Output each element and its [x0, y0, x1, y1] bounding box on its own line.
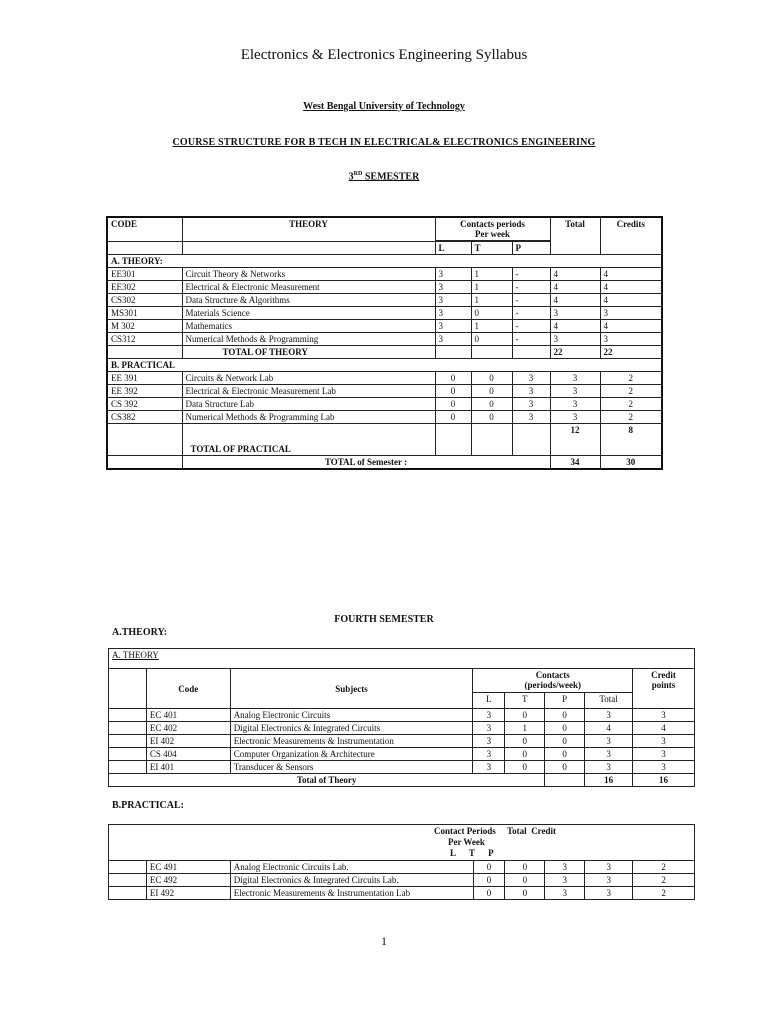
cell-p: 0: [545, 761, 585, 774]
cell-code: EE 392: [107, 385, 182, 398]
cell-credits: 4: [600, 294, 662, 307]
cell-t: 0: [471, 385, 512, 398]
cell-code: CS302: [107, 294, 182, 307]
cell-blank: [109, 861, 147, 874]
cell-code: EE302: [107, 281, 182, 294]
section-practical: B. PRACTICAL: [107, 359, 662, 372]
cell-credits: 3: [600, 307, 662, 320]
cell-l: 3: [473, 761, 505, 774]
cell-code: EI 401: [146, 761, 230, 774]
cell-t: 0: [505, 887, 545, 900]
cell-total: 4: [550, 281, 600, 294]
cell-credits: 4: [600, 268, 662, 281]
col-header-contacts: Contacts periods Per week: [435, 217, 550, 241]
cell-p: 0: [545, 748, 585, 761]
cell-code: CS382: [107, 411, 182, 424]
cell-t: 0: [505, 709, 545, 722]
cell-t: 1: [471, 268, 512, 281]
cell-blank: [109, 874, 147, 887]
section-theory: A. THEORY:: [107, 255, 662, 268]
cell-total: 4: [550, 294, 600, 307]
cell-subject: Materials Science: [182, 307, 435, 320]
cell-p: -: [512, 307, 550, 320]
cell-t: 0: [471, 372, 512, 385]
cell-credits: 3: [600, 333, 662, 346]
total-theory-total: 22: [550, 346, 600, 359]
table-row: [107, 372, 662, 385]
cell-blank: [109, 709, 147, 722]
table-row: [107, 281, 662, 294]
theory-box-label: A. THEORY: [109, 649, 695, 669]
cell-l: 0: [435, 372, 471, 385]
cell-code: M 302: [107, 320, 182, 333]
col-header-code: CODE: [107, 217, 182, 242]
cell-t: 0: [505, 874, 545, 887]
cell-blank: [109, 887, 147, 900]
fourth-practical-rows: [109, 861, 695, 900]
fourth-semester-practical-table: [108, 824, 695, 900]
cell-l: 3: [435, 294, 471, 307]
cell-l: 0: [473, 861, 505, 874]
total-of-theory-total: 16: [585, 774, 633, 787]
cell-p: 3: [545, 861, 585, 874]
table-row: [109, 761, 695, 774]
cell-total: 3: [585, 874, 633, 887]
cell-code: EI 402: [146, 735, 230, 748]
cell-credits: 4: [600, 320, 662, 333]
practical-header: Contact Periods Total Credit Per Week L T P: [109, 825, 695, 861]
cell-l: 0: [435, 411, 471, 424]
cell-credit: 3: [633, 761, 695, 774]
cell-p: 0: [545, 735, 585, 748]
col-header-credits: Credits: [600, 217, 662, 255]
cell-t: 1: [505, 722, 545, 735]
cell-t: 1: [471, 320, 512, 333]
col-header-credit: Credit points: [633, 669, 695, 709]
total-theory-label: TOTAL OF THEORY: [182, 346, 435, 359]
cell-t: 1: [471, 294, 512, 307]
cell-t: 0: [471, 398, 512, 411]
cell-total: 4: [550, 320, 600, 333]
cell-total: 3: [585, 887, 633, 900]
cell-l: 0: [473, 887, 505, 900]
col-header-code: Code: [146, 669, 230, 709]
cell-code: EC 402: [146, 722, 230, 735]
cell-p: 0: [545, 709, 585, 722]
table-row: [109, 861, 695, 874]
fourth-theory-rows: [109, 709, 695, 774]
table-row: [107, 307, 662, 320]
col-header-total: Total: [585, 693, 633, 709]
cell-blank: [109, 761, 147, 774]
cell-l: 3: [435, 307, 471, 320]
cell-credits: 2: [600, 372, 662, 385]
col-header-p: P: [512, 242, 550, 255]
cell-subject: Electrical & Electronic Measurement: [182, 281, 435, 294]
cell-l: 3: [435, 320, 471, 333]
fourth-theory-label: A.THEORY:: [112, 627, 168, 638]
cell-subject: Numerical Methods & Programming: [182, 333, 435, 346]
cell-p: 3: [512, 372, 550, 385]
cell-subject: Digital Electronics & Integrated Circuits: [230, 722, 473, 735]
cell-subject: Transducer & Sensors: [230, 761, 473, 774]
total-semester-credits: 30: [600, 456, 662, 470]
cell-total: 3: [550, 398, 600, 411]
cell-p: -: [512, 294, 550, 307]
cell-t: 0: [505, 761, 545, 774]
cell-t: 0: [505, 735, 545, 748]
cell-p: -: [512, 320, 550, 333]
cell-credit: 4: [633, 722, 695, 735]
university-name: West Bengal University of Technology: [303, 101, 465, 112]
total-practical-label: TOTAL OF PRACTICAL: [182, 424, 435, 456]
table-row: [109, 722, 695, 735]
cell-subject: Electrical & Electronic Measurement Lab: [182, 385, 435, 398]
cell-p: 3: [545, 887, 585, 900]
fourth-semester-heading: FOURTH SEMESTER: [334, 614, 434, 625]
col-header-t: T: [471, 242, 512, 255]
cell-subject: Data Structure Lab: [182, 398, 435, 411]
cell-total: 3: [550, 411, 600, 424]
cell-subject: Electronic Measurements & Instrumentation Lab: [230, 887, 473, 900]
cell-l: 0: [473, 874, 505, 887]
total-semester-label: TOTAL of Semester :: [182, 456, 550, 470]
cell-p: 3: [545, 874, 585, 887]
cell-l: 3: [435, 333, 471, 346]
page-number: 1: [381, 934, 387, 948]
third-semester-practical-rows: [107, 372, 662, 424]
cell-p: 3: [512, 385, 550, 398]
cell-code: EI 492: [146, 887, 230, 900]
cell-credit: 2: [633, 861, 695, 874]
cell-code: MS301: [107, 307, 182, 320]
cell-p: 3: [512, 411, 550, 424]
cell-subject: Computer Organization & Architecture: [230, 748, 473, 761]
cell-code: CS312: [107, 333, 182, 346]
cell-subject: Mathematics: [182, 320, 435, 333]
course-structure-heading: COURSE STRUCTURE FOR B TECH IN ELECTRICAL& ELECTRONICS ENGINEERING: [172, 137, 596, 148]
cell-p: 0: [545, 722, 585, 735]
fourth-semester-theory-table: [108, 648, 695, 787]
cell-subject: Analog Electronic Circuits: [230, 709, 473, 722]
table-row: [107, 398, 662, 411]
cell-total: 3: [585, 709, 633, 722]
col-header-t: T: [505, 693, 545, 709]
cell-l: 3: [473, 722, 505, 735]
cell-total: 3: [550, 333, 600, 346]
cell-p: -: [512, 281, 550, 294]
cell-credit: 3: [633, 709, 695, 722]
total-theory-credits: 22: [600, 346, 662, 359]
cell-l: 3: [473, 735, 505, 748]
cell-p: -: [512, 268, 550, 281]
cell-credits: 2: [600, 398, 662, 411]
document-title: Electronics & Electronics Engineering Syllabus: [240, 47, 528, 63]
cell-code: EC 491: [146, 861, 230, 874]
cell-credits: 4: [600, 281, 662, 294]
table-row: [109, 874, 695, 887]
cell-t: 1: [471, 281, 512, 294]
col-header-l: L: [473, 693, 505, 709]
total-of-theory-credit: 16: [633, 774, 695, 787]
cell-subject: Data Structure & Algorithms: [182, 294, 435, 307]
cell-total: 3: [585, 748, 633, 761]
cell-code: CS 404: [146, 748, 230, 761]
cell-credit: 2: [633, 874, 695, 887]
cell-credit: 2: [633, 887, 695, 900]
total-practical-total: 12: [550, 424, 600, 456]
cell-p: 3: [512, 398, 550, 411]
total-of-theory-label: Total of Theory: [109, 774, 545, 787]
col-header-p: P: [545, 693, 585, 709]
table-row: [109, 748, 695, 761]
cell-subject: Electronic Measurements & Instrumentation: [230, 735, 473, 748]
cell-l: 3: [435, 281, 471, 294]
cell-blank: [109, 722, 147, 735]
cell-total: 4: [585, 722, 633, 735]
fourth-practical-label: B.PRACTICAL:: [112, 800, 184, 811]
table-row: [107, 385, 662, 398]
cell-l: 0: [435, 398, 471, 411]
third-semester-theory-rows: [107, 268, 662, 346]
table-row: [109, 735, 695, 748]
cell-t: 0: [471, 307, 512, 320]
table-row: [107, 333, 662, 346]
cell-code: EC 401: [146, 709, 230, 722]
col-header-l: L: [435, 242, 471, 255]
cell-l: 3: [473, 748, 505, 761]
cell-subject: Analog Electronic Circuits Lab.: [230, 861, 473, 874]
col-header-contacts: Contacts (periods/week): [473, 669, 633, 693]
cell-credits: 2: [600, 411, 662, 424]
cell-subject: Circuit Theory & Networks: [182, 268, 435, 281]
cell-credit: 3: [633, 735, 695, 748]
total-practical-credits: 8: [600, 424, 662, 456]
cell-blank: [109, 748, 147, 761]
cell-t: 0: [505, 861, 545, 874]
col-header-theory: THEORY: [182, 217, 435, 242]
third-semester-table: [106, 216, 663, 470]
cell-subject: Digital Electronics & Integrated Circuits Lab.: [230, 874, 473, 887]
cell-subject: Circuits & Network Lab: [182, 372, 435, 385]
cell-total: 3: [585, 735, 633, 748]
cell-total: 4: [550, 268, 600, 281]
third-semester-heading: 3RD SEMESTER: [348, 171, 420, 183]
cell-blank: [109, 735, 147, 748]
cell-subject: Numerical Methods & Programming Lab: [182, 411, 435, 424]
cell-t: 0: [471, 411, 512, 424]
table-row: [109, 887, 695, 900]
total-semester-total: 34: [550, 456, 600, 470]
table-row: [107, 294, 662, 307]
cell-p: -: [512, 333, 550, 346]
cell-credits: 2: [600, 385, 662, 398]
cell-credit: 3: [633, 748, 695, 761]
cell-code: EE 391: [107, 372, 182, 385]
cell-code: EE301: [107, 268, 182, 281]
cell-total: 3: [585, 761, 633, 774]
cell-t: 0: [471, 333, 512, 346]
cell-total: 3: [585, 861, 633, 874]
cell-code: CS 392: [107, 398, 182, 411]
cell-total: 3: [550, 307, 600, 320]
table-row: [107, 320, 662, 333]
table-row: [107, 268, 662, 281]
cell-l: 3: [473, 709, 505, 722]
cell-total: 3: [550, 372, 600, 385]
table-row: [109, 709, 695, 722]
cell-total: 3: [550, 385, 600, 398]
cell-t: 0: [505, 748, 545, 761]
cell-l: 3: [435, 268, 471, 281]
table-row: [107, 411, 662, 424]
cell-l: 0: [435, 385, 471, 398]
col-header-total: Total: [550, 217, 600, 255]
col-header-subjects: Subjects: [230, 669, 473, 709]
cell-code: EC 492: [146, 874, 230, 887]
